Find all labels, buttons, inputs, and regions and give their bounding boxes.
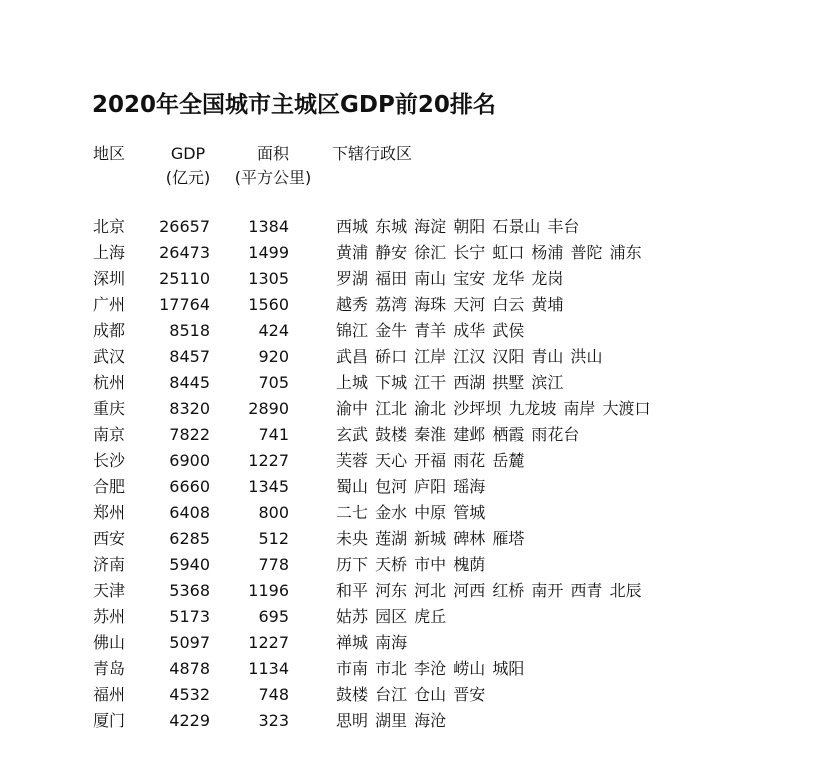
area-cell: 748 bbox=[258, 685, 289, 704]
table-row bbox=[0, 370, 828, 396]
area-cell: 323 bbox=[258, 711, 289, 730]
gdp-cell: 26657 bbox=[159, 217, 210, 236]
districts-cell: 玄武 鼓楼 秦淮 建邺 栖霞 雨花台 bbox=[336, 425, 580, 444]
area-cell: 695 bbox=[258, 607, 289, 626]
table-row bbox=[0, 604, 828, 630]
table-row bbox=[0, 214, 828, 240]
city-cell: 佛山 bbox=[93, 633, 126, 652]
header-area-label: 面积 bbox=[256, 144, 289, 163]
area-cell: 1499 bbox=[248, 243, 289, 262]
city-cell: 长沙 bbox=[93, 451, 126, 470]
gdp-cell: 8320 bbox=[169, 399, 210, 418]
city-cell: 上海 bbox=[93, 243, 126, 262]
table-row bbox=[0, 656, 828, 682]
table-row bbox=[0, 630, 828, 656]
gdp-cell: 6285 bbox=[169, 529, 210, 548]
table-row bbox=[0, 422, 828, 448]
districts-cell: 历下 天桥 市中 槐荫 bbox=[336, 555, 486, 574]
area-cell: 705 bbox=[258, 373, 289, 392]
gdp-cell: 6660 bbox=[169, 477, 210, 496]
city-cell: 福州 bbox=[93, 685, 126, 704]
city-cell: 合肥 bbox=[93, 477, 126, 496]
gdp-cell: 4878 bbox=[169, 659, 210, 678]
districts-cell: 黄浦 静安 徐汇 长宁 虹口 杨浦 普陀 浦东 bbox=[336, 243, 642, 262]
table-row bbox=[0, 474, 828, 500]
area-cell: 920 bbox=[258, 347, 289, 366]
districts-cell: 未央 莲湖 新城 碑林 雁塔 bbox=[336, 529, 525, 548]
gdp-cell: 8518 bbox=[169, 321, 210, 340]
table-body bbox=[0, 214, 828, 734]
city-cell: 青岛 bbox=[93, 659, 126, 678]
area-cell: 741 bbox=[258, 425, 289, 444]
city-cell: 杭州 bbox=[93, 373, 126, 392]
gdp-cell: 8457 bbox=[169, 347, 210, 366]
districts-cell: 鼓楼 台江 仓山 晋安 bbox=[336, 685, 486, 704]
districts-cell: 二七 金水 中原 管城 bbox=[336, 503, 486, 522]
city-cell: 南京 bbox=[93, 425, 126, 444]
area-cell: 1196 bbox=[248, 581, 289, 600]
districts-cell: 上城 下城 江干 西湖 拱墅 滨江 bbox=[336, 373, 564, 392]
gdp-cell: 6408 bbox=[169, 503, 210, 522]
table-row bbox=[0, 448, 828, 474]
gdp-cell: 5173 bbox=[169, 607, 210, 626]
table-row bbox=[0, 292, 828, 318]
area-cell: 512 bbox=[258, 529, 289, 548]
city-cell: 济南 bbox=[93, 555, 126, 574]
gdp-cell: 8445 bbox=[169, 373, 210, 392]
table-row bbox=[0, 682, 828, 708]
districts-cell: 姑苏 园区 虎丘 bbox=[336, 607, 447, 626]
city-cell: 西安 bbox=[93, 529, 126, 548]
city-cell: 重庆 bbox=[93, 399, 126, 418]
gdp-cell: 5940 bbox=[169, 555, 210, 574]
area-cell: 800 bbox=[258, 503, 289, 522]
city-cell: 苏州 bbox=[93, 607, 126, 626]
city-cell: 深圳 bbox=[93, 269, 126, 288]
gdp-cell: 6900 bbox=[169, 451, 210, 470]
city-cell: 天津 bbox=[93, 581, 126, 600]
districts-cell: 越秀 荔湾 海珠 天河 白云 黄埔 bbox=[336, 295, 564, 314]
header-area bbox=[230, 142, 316, 190]
gdp-cell: 5368 bbox=[169, 581, 210, 600]
area-cell: 1227 bbox=[248, 633, 289, 652]
header-area-unit: (平方公里) bbox=[234, 168, 312, 187]
districts-cell: 芙蓉 天心 开福 雨花 岳麓 bbox=[336, 451, 525, 470]
area-cell: 1345 bbox=[248, 477, 289, 496]
area-cell: 1227 bbox=[248, 451, 289, 470]
gdp-cell: 25110 bbox=[159, 269, 210, 288]
districts-cell: 罗湖 福田 南山 宝安 龙华 龙岗 bbox=[336, 269, 564, 288]
area-cell: 1134 bbox=[248, 659, 289, 678]
districts-cell: 武昌 硚口 江岸 江汉 汉阳 青山 洪山 bbox=[336, 347, 603, 366]
districts-cell: 市南 市北 李沧 崂山 城阳 bbox=[336, 659, 525, 678]
area-cell: 2890 bbox=[248, 399, 289, 418]
area-cell: 1560 bbox=[248, 295, 289, 314]
table-row bbox=[0, 344, 828, 370]
table-row bbox=[0, 708, 828, 734]
city-cell: 郑州 bbox=[93, 503, 126, 522]
header-districts: 下辖行政区 bbox=[332, 144, 413, 163]
gdp-cell: 26473 bbox=[159, 243, 210, 262]
gdp-cell: 4532 bbox=[169, 685, 210, 704]
city-cell: 北京 bbox=[93, 217, 126, 236]
header-gdp-unit: (亿元) bbox=[165, 168, 211, 187]
city-cell: 厦门 bbox=[93, 711, 126, 730]
table-row bbox=[0, 266, 828, 292]
gdp-cell: 7822 bbox=[169, 425, 210, 444]
table-row bbox=[0, 500, 828, 526]
header-gdp-label: GDP bbox=[170, 144, 206, 163]
gdp-cell: 17764 bbox=[159, 295, 210, 314]
districts-cell: 西城 东城 海淀 朝阳 石景山 丰台 bbox=[336, 217, 580, 236]
area-cell: 1384 bbox=[248, 217, 289, 236]
city-cell: 武汉 bbox=[93, 347, 126, 366]
city-cell: 广州 bbox=[93, 295, 126, 314]
table-row bbox=[0, 240, 828, 266]
districts-cell: 蜀山 包河 庐阳 瑶海 bbox=[336, 477, 486, 496]
districts-cell: 禅城 南海 bbox=[336, 633, 408, 652]
districts-cell: 锦江 金牛 青羊 成华 武侯 bbox=[336, 321, 525, 340]
gdp-cell: 4229 bbox=[169, 711, 210, 730]
table-row bbox=[0, 318, 828, 344]
header-gdp bbox=[165, 142, 211, 190]
gdp-cell: 5097 bbox=[169, 633, 210, 652]
districts-cell: 和平 河东 河北 河西 红桥 南开 西青 北辰 bbox=[336, 581, 642, 600]
header-region: 地区 bbox=[93, 144, 126, 163]
table-row bbox=[0, 552, 828, 578]
area-cell: 778 bbox=[258, 555, 289, 574]
page-title: 2020年全国城市主城区GDP前20排名 bbox=[92, 92, 496, 118]
districts-cell: 渝中 江北 渝北 沙坪坝 九龙坡 南岸 大渡口 bbox=[336, 399, 651, 418]
area-cell: 424 bbox=[258, 321, 289, 340]
table-row bbox=[0, 526, 828, 552]
city-cell: 成都 bbox=[93, 321, 126, 340]
table-row bbox=[0, 396, 828, 422]
area-cell: 1305 bbox=[248, 269, 289, 288]
districts-cell: 思明 湖里 海沧 bbox=[336, 711, 447, 730]
table-row bbox=[0, 578, 828, 604]
